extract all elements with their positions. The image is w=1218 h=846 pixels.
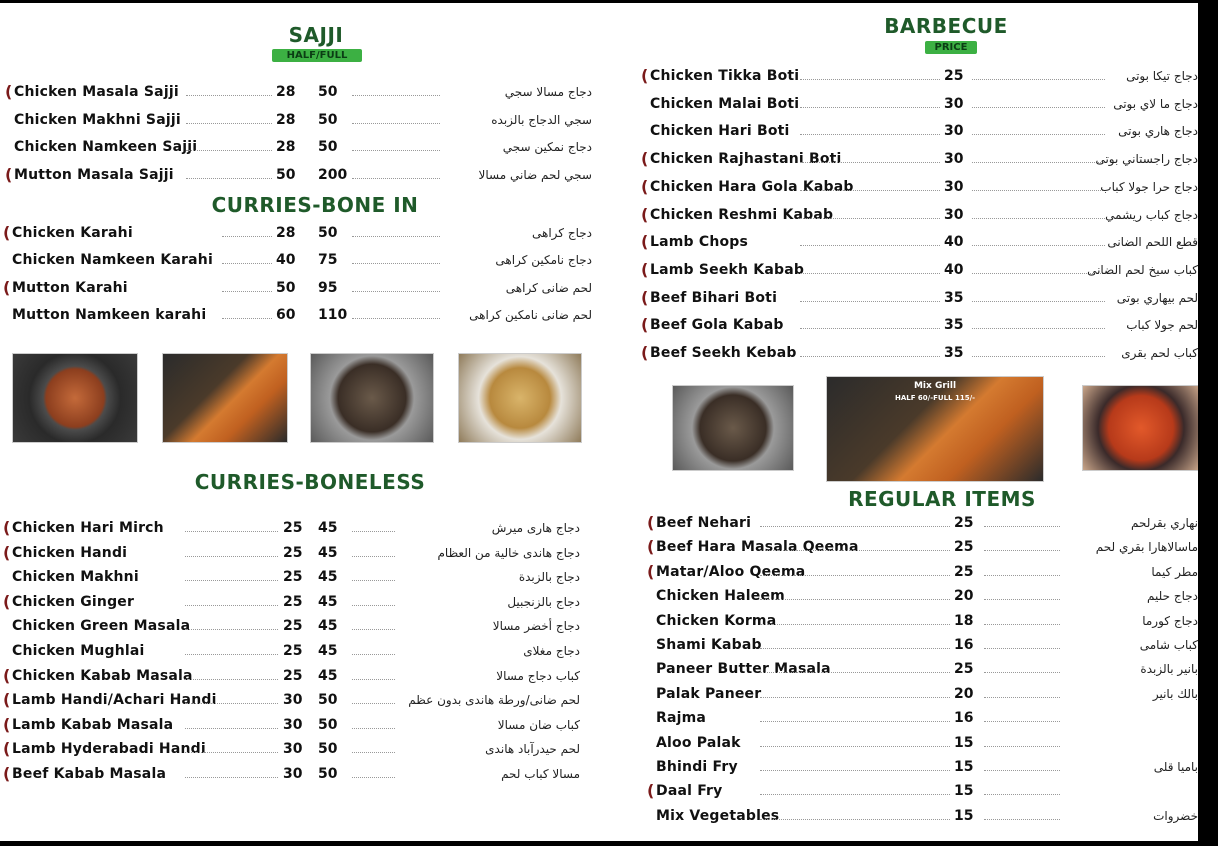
item-name: Chicken Reshmi Kabab — [650, 206, 834, 223]
dot-leader — [984, 672, 1060, 673]
item-price-half: 28 — [276, 111, 296, 128]
item-arabic-name: دجاج حليم — [1147, 589, 1198, 604]
dish-photo — [12, 353, 138, 443]
menu-item — [0, 708, 1198, 728]
item-name: Beef Hara Masala Qeema — [656, 539, 859, 556]
dot-leader — [984, 648, 1060, 649]
menu-item — [0, 781, 1198, 801]
highlight-mark-icon: ( — [3, 764, 11, 783]
item-price: 25 — [954, 563, 974, 580]
item-arabic-name: لحم ضانى كراهى — [505, 280, 592, 295]
item-price-full: 45 — [318, 544, 338, 561]
dot-leader — [984, 599, 1060, 600]
item-price-full: 45 — [318, 593, 338, 610]
highlight-mark-icon: ( — [641, 343, 649, 362]
dot-leader — [800, 301, 940, 302]
item-arabic-name: دجاج بالزنجبيل — [507, 594, 580, 609]
item-arabic-name: دجاج تيكا بوتى — [1126, 69, 1198, 83]
menu-item — [0, 733, 1198, 753]
item-price-full: 50 — [318, 84, 338, 100]
menu-item — [0, 684, 1198, 704]
item-name: Chicken Hari Boti — [650, 123, 790, 140]
item-name: Chicken Kabab Masala — [12, 667, 193, 684]
highlight-mark-icon: ( — [5, 164, 13, 184]
item-arabic-name: دجاج نامكين كراهى — [495, 253, 592, 268]
menu-item — [0, 659, 1198, 679]
highlight-mark-icon: ( — [647, 513, 655, 532]
dot-leader — [800, 190, 940, 191]
dot-leader — [760, 819, 950, 820]
dot-leader — [984, 575, 1060, 576]
item-name: Rajma — [656, 710, 707, 727]
item-name: Chicken Hari Mirch — [12, 520, 164, 536]
dot-leader — [800, 134, 940, 135]
highlight-mark-icon: ( — [3, 591, 11, 611]
item-price-full: 50 — [318, 111, 338, 128]
highlight-mark-icon: ( — [3, 714, 11, 734]
highlight-mark-icon: ( — [641, 315, 649, 335]
item-arabic-name: دجاج مسالا سجي — [504, 85, 592, 99]
item-name: Lamb Hyderabadi Handi — [12, 741, 206, 758]
item-name: Lamb Handi/Achari Handi — [12, 692, 217, 709]
item-price-half: 60 — [276, 306, 296, 323]
highlight-mark-icon: ( — [641, 66, 649, 85]
menu-page — [0, 3, 1198, 841]
dot-leader — [800, 356, 940, 357]
item-price: 16 — [954, 710, 974, 727]
dot-leader — [760, 550, 950, 551]
highlight-mark-icon: ( — [3, 277, 11, 297]
highlight-mark-icon: ( — [641, 176, 649, 196]
menu-item — [0, 635, 1198, 655]
item-arabic-name: دجاج حرا جولا كباب — [1100, 179, 1198, 194]
item-price-full: 50 — [318, 741, 338, 758]
item-price-half: 25 — [283, 520, 303, 536]
item-name: Chicken Makhni Sajji — [14, 111, 181, 128]
item-arabic-name: دجاج ما لاي بوتى — [1113, 96, 1198, 111]
item-name: Matar/Aloo Qeema — [656, 563, 806, 580]
item-price-half: 25 — [283, 643, 303, 659]
item-price: 20 — [954, 685, 974, 702]
item-arabic-name: بالك بانير — [1152, 686, 1198, 701]
item-price-half: 30 — [283, 692, 303, 709]
item-name: Chicken Makhni — [12, 569, 139, 586]
dot-leader — [760, 624, 950, 625]
dot-leader — [760, 746, 950, 747]
item-price: 16 — [954, 637, 974, 653]
item-arabic-name: لحم حيدرآباد هاندى — [485, 742, 580, 757]
menu-item — [0, 232, 1198, 252]
item-price-full: 95 — [318, 279, 338, 296]
regular-items-title: REGULAR ITEMS — [848, 487, 1036, 511]
item-name: Mutton Namkeen karahi — [12, 306, 207, 323]
curries-boneless-title: CURRIES-BONELESS — [194, 470, 426, 494]
item-price: 30 — [944, 123, 964, 140]
mix-grill-photo — [826, 376, 1044, 482]
item-price-full: 50 — [318, 766, 338, 782]
menu-item — [0, 149, 1198, 169]
highlight-mark-icon: ( — [5, 82, 13, 101]
mix-grill-label: Mix Grill — [913, 381, 957, 391]
menu-item — [0, 315, 1198, 335]
item-price-half: 30 — [283, 716, 303, 733]
item-arabic-name: دجاج مغلاى — [523, 644, 580, 658]
item-price-full: 50 — [318, 139, 338, 155]
item-name: Mix Vegetables — [656, 807, 780, 824]
item-name: Lamb Kabab Masala — [12, 716, 174, 733]
item-name: Daal Fry — [656, 783, 723, 800]
item-price-half: 50 — [276, 279, 296, 296]
highlight-mark-icon: ( — [3, 690, 11, 710]
item-price: 30 — [944, 95, 964, 112]
sajji-title: SAJJI — [288, 23, 344, 47]
dot-leader — [760, 770, 950, 771]
dot-leader — [984, 526, 1060, 527]
highlight-mark-icon: ( — [3, 223, 11, 242]
item-name: Chicken Handi — [12, 544, 128, 561]
item-price-full: 50 — [318, 692, 338, 709]
item-name: Beef Gola Kabab — [650, 317, 784, 334]
item-arabic-name: دجاج هاري بوتى — [1118, 124, 1198, 139]
item-price-full: 75 — [318, 252, 338, 269]
dot-leader — [760, 575, 950, 576]
item-name: Chicken Green Masala — [12, 618, 191, 635]
highlight-mark-icon: ( — [3, 542, 11, 562]
curries-bone-in-title: CURRIES-BONE IN — [211, 193, 419, 217]
dot-leader — [185, 777, 278, 778]
item-name: Chicken Karahi — [12, 225, 133, 241]
item-arabic-name: نهاري بقرلحم — [1131, 516, 1198, 530]
mix-grill-price: HALF 60/-FULL 115/- — [894, 394, 976, 402]
highlight-mark-icon: ( — [641, 232, 649, 252]
item-price: 15 — [954, 807, 974, 824]
dot-leader — [984, 819, 1060, 820]
item-price-half: 50 — [276, 166, 296, 183]
item-name: Beef Bihari Boti — [650, 289, 778, 306]
menu-item — [0, 288, 1198, 308]
dot-leader — [800, 107, 940, 108]
item-arabic-name: كباب دجاج مسالا — [496, 668, 580, 683]
item-price: 30 — [944, 151, 964, 168]
item-name: Beef Nehari — [656, 515, 752, 531]
dot-leader — [800, 245, 940, 246]
item-price: 30 — [944, 178, 964, 195]
item-arabic-name: دجاج هاندى خالية من العظام — [437, 545, 580, 560]
item-price: 30 — [944, 206, 964, 223]
barbecue-title: BARBECUE — [884, 14, 1008, 38]
menu-item — [0, 757, 1198, 777]
sajji-badge: HALF/FULL — [272, 49, 362, 62]
item-name: Palak Paneer — [656, 685, 762, 702]
item-name: Paneer Butter Masala — [656, 661, 831, 678]
item-name: Chicken Korma — [656, 612, 777, 629]
item-name: Aloo Palak — [656, 734, 741, 751]
menu-item — [0, 66, 1198, 86]
dot-leader — [984, 721, 1060, 722]
item-price-full: 45 — [318, 569, 338, 586]
item-price-half: 28 — [276, 139, 296, 155]
item-name: Chicken Rajhastani Boti — [650, 151, 842, 168]
item-arabic-name: لحم ضانى نامكين كراهى — [469, 307, 592, 322]
item-price-half: 25 — [283, 569, 303, 586]
item-price-half: 25 — [283, 618, 303, 635]
highlight-mark-icon: ( — [641, 259, 649, 279]
item-price: 25 — [944, 68, 964, 84]
item-name: Bhindi Fry — [656, 759, 738, 775]
item-name: Chicken Haleem — [656, 588, 785, 605]
dot-leader — [984, 746, 1060, 747]
item-arabic-name: لحم ضانى/ورطة هاندى بدون عظم — [408, 693, 580, 708]
item-arabic-name: دجاج نمكين سجي — [502, 140, 592, 154]
item-name: Mutton Masala Sajji — [14, 166, 174, 183]
dot-leader — [984, 794, 1060, 795]
item-arabic-name: قطع اللحم الضانى — [1107, 235, 1198, 250]
dot-leader — [800, 328, 940, 329]
dish-photo — [672, 385, 794, 471]
item-price-full: 50 — [318, 225, 338, 241]
menu-item — [0, 806, 1198, 826]
dot-leader — [984, 770, 1060, 771]
item-name: Lamb Chops — [650, 234, 749, 251]
item-name: Chicken Masala Sajji — [14, 84, 179, 100]
menu-item — [0, 205, 1198, 225]
highlight-mark-icon: ( — [641, 204, 649, 224]
item-name: Shami Kabab — [656, 637, 762, 653]
dot-leader — [760, 672, 950, 673]
item-arabic-name: دجاج كباب ريشمي — [1105, 207, 1198, 222]
item-arabic-name: خضروات — [1153, 808, 1198, 823]
item-price-full: 50 — [318, 716, 338, 733]
menu-item — [0, 121, 1198, 141]
menu-item — [0, 343, 1198, 363]
menu-item — [0, 562, 1198, 582]
item-arabic-name: كباب سيخ لحم الضانى — [1087, 262, 1198, 277]
item-name: Beef Kabab Masala — [12, 766, 167, 782]
dot-leader — [800, 218, 940, 219]
item-price: 15 — [954, 759, 974, 775]
menu-item — [0, 513, 1198, 533]
item-price: 40 — [944, 261, 964, 278]
item-arabic-name: دجاج بالزبدة — [518, 570, 580, 585]
item-name: Lamb Seekh Kabab — [650, 261, 805, 278]
item-name: Chicken Ginger — [12, 593, 135, 610]
dot-leader — [984, 697, 1060, 698]
highlight-mark-icon: ( — [641, 149, 649, 169]
item-arabic-name: لحم بيهاري بوتى — [1116, 290, 1198, 305]
item-price: 35 — [944, 345, 964, 361]
item-price-half: 30 — [283, 741, 303, 758]
item-name: Chicken Namkeen Sajji — [14, 139, 198, 155]
highlight-mark-icon: ( — [647, 781, 655, 801]
menu-item — [0, 260, 1198, 280]
item-price: 25 — [954, 539, 974, 556]
item-arabic-name: كباب لحم بقرى — [1121, 346, 1198, 360]
item-price: 35 — [944, 317, 964, 334]
dot-leader — [760, 648, 950, 649]
item-price-full: 45 — [318, 520, 338, 536]
dot-leader — [984, 550, 1060, 551]
item-arabic-name: سجي الدجاج بالزبده — [491, 112, 592, 127]
item-arabic-name: دجاج أخضر مسالا — [492, 619, 580, 634]
item-price: 25 — [954, 515, 974, 531]
dish-photo — [458, 353, 582, 443]
item-price-full: 45 — [318, 667, 338, 684]
item-arabic-name: دجاج هارى ميرش — [491, 521, 580, 535]
highlight-mark-icon: ( — [3, 739, 11, 759]
item-price-full: 45 — [318, 618, 338, 635]
dot-leader — [800, 273, 940, 274]
item-arabic-name: مطر كيما — [1151, 564, 1198, 579]
item-arabic-name: دجاج راجستاني بوتى — [1095, 152, 1198, 167]
item-name: Chicken Malai Boti — [650, 95, 800, 112]
item-price-half: 28 — [276, 225, 296, 241]
item-arabic-name: كباب شامى — [1139, 638, 1198, 652]
item-price: 15 — [954, 734, 974, 751]
item-price: 35 — [944, 289, 964, 306]
item-price: 15 — [954, 783, 974, 800]
dish-photo — [162, 353, 288, 443]
item-arabic-name: دجاج كورما — [1142, 613, 1198, 628]
item-price-full: 200 — [318, 166, 348, 183]
highlight-mark-icon: ( — [647, 537, 655, 557]
dot-leader — [800, 162, 940, 163]
item-name: Beef Seekh Kebab — [650, 345, 797, 361]
item-arabic-name: دجاج كراهى — [532, 226, 592, 240]
item-price-half: 25 — [283, 667, 303, 684]
item-arabic-name: بانير بالزبدة — [1140, 662, 1198, 677]
item-price: 40 — [944, 234, 964, 251]
item-price-half: 25 — [283, 593, 303, 610]
highlight-mark-icon: ( — [641, 287, 649, 307]
dish-photo — [1082, 385, 1198, 471]
item-arabic-name: كباب ضان مسالا — [497, 717, 580, 732]
menu-item — [0, 94, 1198, 114]
highlight-mark-icon: ( — [3, 518, 11, 537]
dot-leader — [760, 526, 950, 527]
dot-leader — [760, 794, 950, 795]
item-price-full: 45 — [318, 643, 338, 659]
dot-leader — [760, 697, 950, 698]
item-price: 18 — [954, 612, 974, 629]
barbecue-badge: PRICE — [925, 41, 977, 54]
item-name: Chicken Hara Gola Kabab — [650, 178, 854, 195]
item-price-half: 28 — [276, 84, 296, 100]
dot-leader — [760, 721, 950, 722]
dot-leader — [760, 599, 950, 600]
item-name: Chicken Namkeen Karahi — [12, 252, 213, 269]
item-arabic-name: لحم جولا كباب — [1126, 318, 1198, 333]
dish-photo — [310, 353, 434, 443]
item-price: 25 — [954, 661, 974, 678]
menu-item — [0, 586, 1198, 606]
item-arabic-name: ماسالاهارا بقري لحم — [1095, 540, 1198, 555]
dot-leader — [984, 624, 1060, 625]
menu-item — [0, 611, 1198, 631]
highlight-mark-icon: ( — [3, 665, 11, 685]
dot-leader — [800, 79, 940, 80]
menu-item — [0, 177, 1198, 197]
item-price: 20 — [954, 588, 974, 605]
menu-item — [0, 537, 1198, 557]
item-arabic-name: سجي لحم ضاني مسالا — [478, 167, 592, 182]
item-arabic-name: باميا قلى — [1153, 760, 1198, 774]
item-price-half: 25 — [283, 544, 303, 561]
item-arabic-name: مسالا كباب لحم — [501, 767, 580, 781]
item-name: Chicken Tikka Boti — [650, 68, 800, 84]
item-price-half: 40 — [276, 252, 296, 269]
highlight-mark-icon: ( — [647, 561, 655, 581]
item-name: Chicken Mughlai — [12, 643, 145, 659]
item-name: Mutton Karahi — [12, 279, 128, 296]
item-price-full: 110 — [318, 306, 348, 323]
item-price-half: 30 — [283, 766, 303, 782]
